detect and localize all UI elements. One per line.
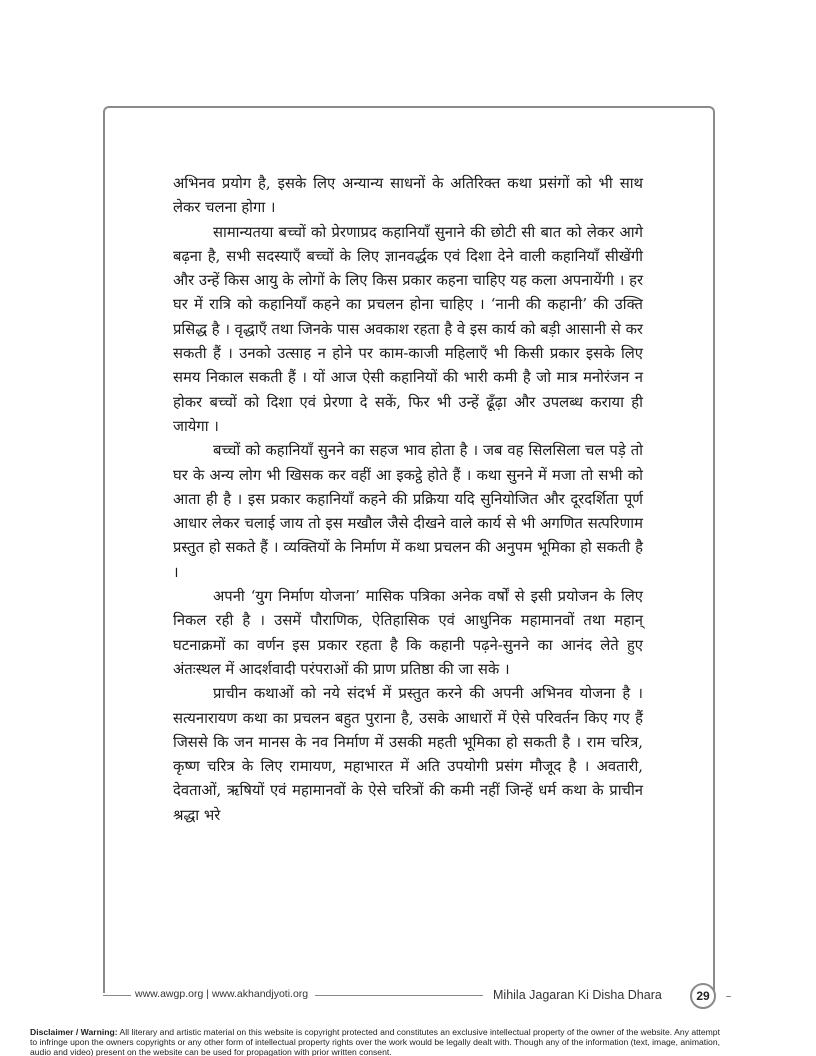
paragraph: प्राचीन कथाओं को नये संदर्भ में प्रस्तुत करने की अपनी अभिनव योजना है । सत्यनारायण कथा का प्रचलन बहुत पुराना है, उसके आधारों में ऐसे परिवर्तन किए गए हैं जिससे कि जन मानस के नव निर्माण में उसकी महती भूमिका हो सकती है । राम चरित्र, कृष्ण चरित्र के लिए रामायण, महाभारत में अति उपयोगी प्रसंग मौजूद है । अवतारी, देवताओं, ऋषियों एवं महामानवों के ऐसे चरित्रों की कमी नहीं जिन्हें धर्म कथा के प्राचीन श्रद्धा भरे (173, 685, 643, 824)
body-text (173, 172, 643, 828)
footer-divider (726, 996, 731, 997)
paragraph: सामान्यतया बच्चों को प्रेरणाप्रद कहानियाँ सुनाने की छोटी सी बात को लेकर आगे बढ़ना है, सभी सदस्याएँ बच्चों के लिए ज्ञानवर्द्धक एवं दिशा देने वाली कहानियाँ सीखेंगी और उन्हें किस आयु के लोगों के लिए किस प्रकार कहना चाहिए यह कला अपनायेंगी । हर घर में रात्रि को कहानियाँ कहने का प्रचलन होना चाहिए । ‘नानी की कहानी’ की उक्ति प्रसिद्ध है । वृद्धाएँ तथा जिनके पास अवकाश रहता है वे इस कार्य को बड़ी आसानी से कर सकती हैं । उनको उत्साह न होने पर काम-काजी महिलाएँ भी किसी प्रकार इसके लिए समय निकाल सकती हैं । यों आज ऐसी कहानियों की भारी कमी है जो मात्र मनोरंजन न होकर बच्चों को दिशा एवं प्रेरणा दे सकें, फिर भी उन्हें ढूँढ़ा और उपलब्ध कराया ही जायेगा । (173, 223, 643, 435)
footer-divider (103, 995, 131, 996)
disclaimer (30, 1027, 720, 1056)
footer-website-link[interactable]: www.awgp.org | www.akhandjyoti.org (135, 988, 309, 1000)
footer-book-title: Mihila Jagaran Ki Disha Dhara (493, 988, 662, 1002)
footer (103, 985, 715, 1007)
paragraph: अपनी ‘युग निर्माण योजना’ मासिक पत्रिका अनेक वर्षों से इसी प्रयोजन के लिए निकल रही है । उसमें पौराणिक, ऐतिहासिक एवं आधुनिक महामानवों तथा महान् घटनाक्रमों का वर्णन इस प्रकार रहता है कि कहानी पढ़ने-सुनने का आनंद लेते हुए अंतःस्थल में आदर्शवादी परंपराओं की प्राण प्रतिष्ठा की जा सके । (173, 588, 643, 678)
disclaimer-label: Disclaimer / Warning: (30, 1027, 118, 1037)
paragraph: अभिनव प्रयोग है, इसके लिए अन्यान्य साधनों के अतिरिक्त कथा प्रसंगों को भी साथ लेकर चलना होगा । (173, 175, 643, 217)
disclaimer-text: All literary and artistic material on this website is copyright protected and constitutes an exclusive intellectual property of the owner of the website. Any attempt to infringe upon the owners copyrights or any other form of intellectual property rights over the work would be legally dealt with. Though any of the information (text, image, animation, audio and video) present on the website can be used for propagation with prior written consent. (30, 1027, 720, 1056)
footer-divider (315, 995, 483, 996)
page-number: 29 (696, 989, 710, 1003)
page-number-badge (690, 983, 716, 1009)
paragraph: बच्चों को कहानियाँ सुनने का सहज भाव होता है । जब वह सिलसिला चल पड़े तो घर के अन्य लोग भी खिसक कर वहीं आ इकट्ठे होते हैं । कथा सुनने में मजा तो सभी को आता ही है । इस प्रकार कहानियाँ कहने की प्रक्रिया यदि सुनियोजित और दूरदर्शिता पूर्ण आधार लेकर चलाई जाय तो इस मखौल जैसे दीखने वाले कार्य से भी अगणित सत्परिणाम प्रस्तुत हो सकते हैं । व्यक्तियों के निर्माण में कथा प्रचलन की अनुपम भूमिका हो सकती है । (173, 442, 643, 581)
